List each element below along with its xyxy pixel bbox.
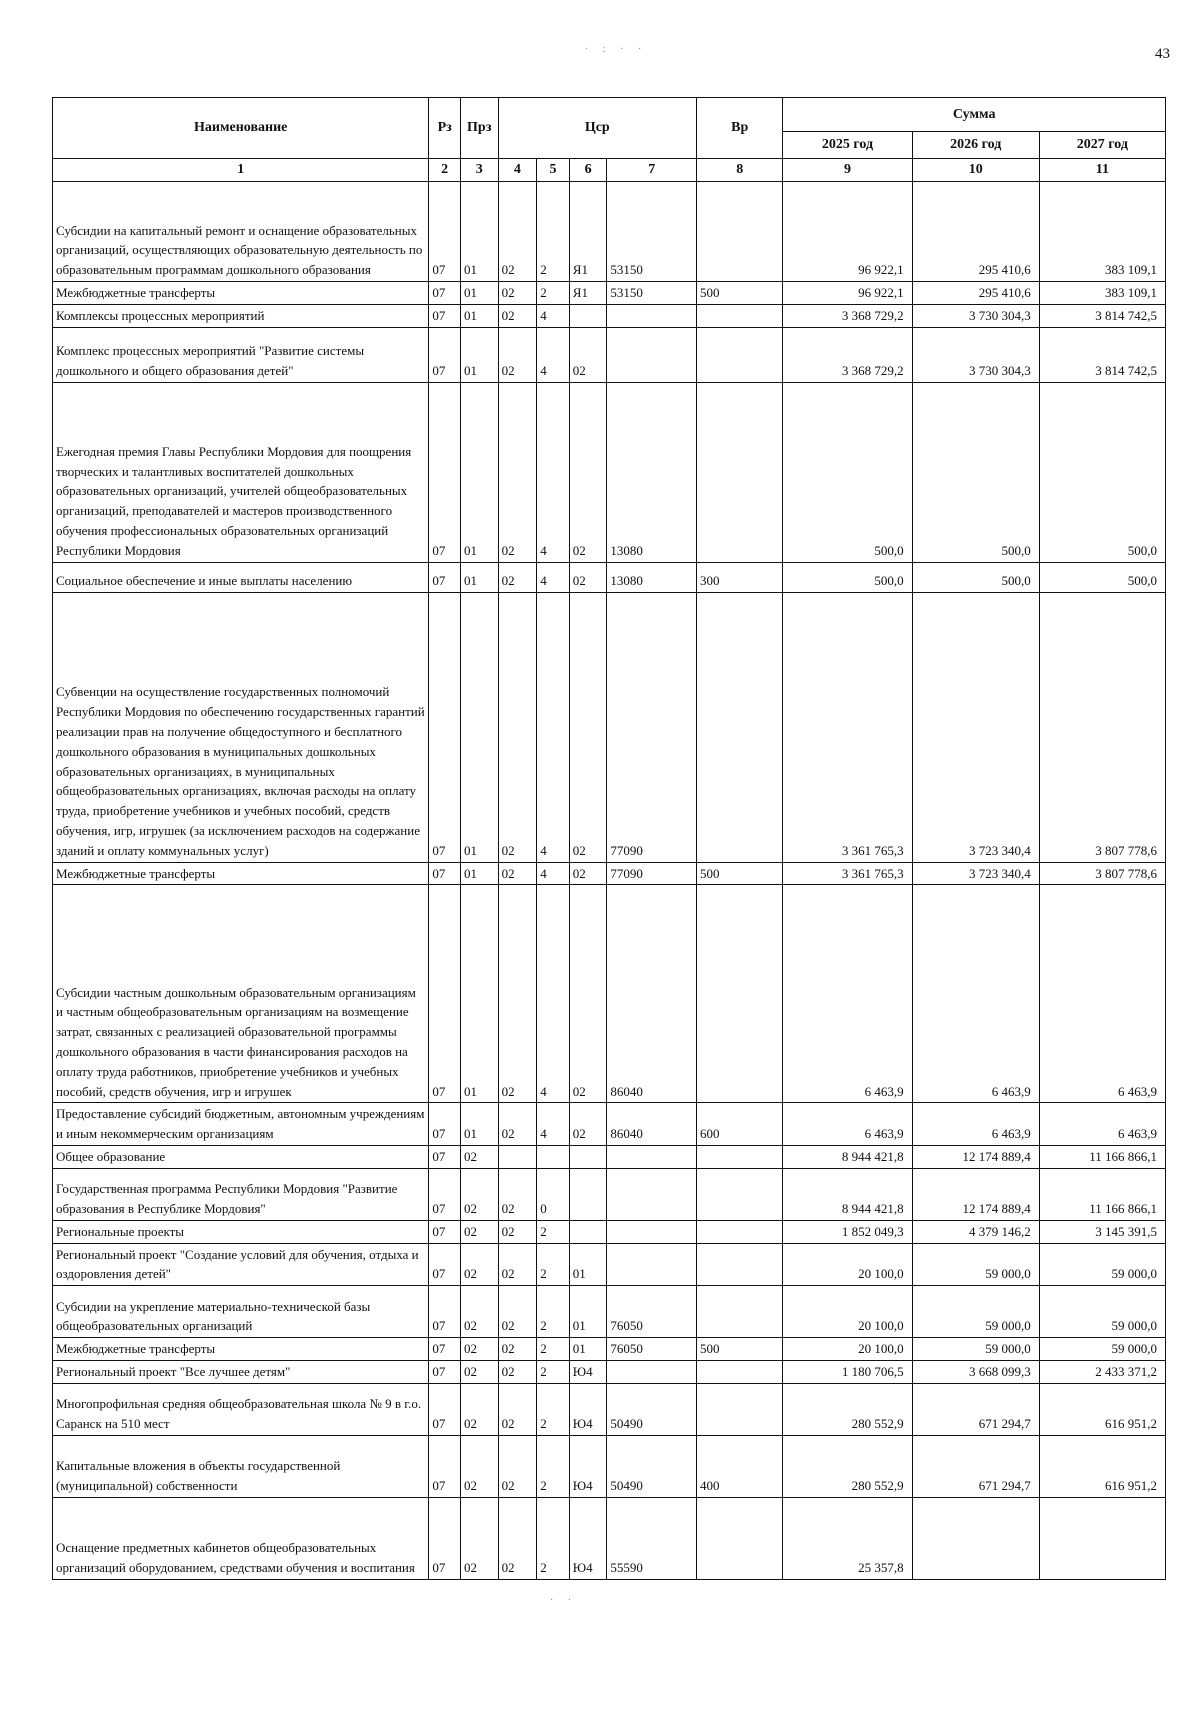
- cell-prz: 01: [460, 304, 498, 327]
- cell-c4: 02: [498, 327, 537, 382]
- cell-prz: 01: [460, 1103, 498, 1146]
- cell-s2027: [1039, 1497, 1165, 1579]
- cell-c6: Я1: [569, 182, 607, 282]
- cell-rz: 07: [429, 304, 461, 327]
- cell-vr: [696, 1243, 782, 1286]
- table-row: [53, 1435, 1166, 1497]
- cell-name: Социальное обеспечение и иные выплаты населению: [53, 562, 429, 592]
- cell-s2025: 3 368 729,2: [783, 304, 912, 327]
- col-number: 7: [607, 159, 697, 182]
- cell-vr: [696, 1383, 782, 1435]
- cell-c5: 4: [537, 862, 570, 885]
- table-row: [53, 1383, 1166, 1435]
- cell-c4: 02: [498, 1383, 537, 1435]
- cell-name: Многопрофильная средняя общеобразовательная школа № 9 в г.о. Саранск на 510 мест: [53, 1383, 429, 1435]
- cell-name: Субсидии частным дошкольным образовательным организациям и частным общеобразовательным организациям на возмещение затрат, связанных с реализацией образовательной программы дошкольного образования в части финансирования расходов на оплату труда работников, приобретение учебников и учебных пособий, средств обучения, игр и игрушек: [53, 885, 429, 1103]
- cell-rz: 07: [429, 1220, 461, 1243]
- table-row: [53, 1338, 1166, 1361]
- cell-s2025: 8 944 421,8: [783, 1168, 912, 1220]
- table-row: [53, 1497, 1166, 1579]
- cell-s2027: 616 951,2: [1039, 1435, 1165, 1497]
- cell-s2025: 280 552,9: [783, 1383, 912, 1435]
- cell-c7: 50490: [607, 1383, 697, 1435]
- cell-name: Комплекс процессных мероприятий "Развитие системы дошкольного и общего образования детей": [53, 327, 429, 382]
- cell-s2025: 20 100,0: [783, 1286, 912, 1338]
- cell-s2025: 6 463,9: [783, 1103, 912, 1146]
- cell-c7: [607, 1243, 697, 1286]
- cell-c4: 02: [498, 1360, 537, 1383]
- cell-c6: Ю4: [569, 1383, 607, 1435]
- cell-s2027: 59 000,0: [1039, 1243, 1165, 1286]
- cell-c7: 76050: [607, 1338, 697, 1361]
- cell-c7: 77090: [607, 862, 697, 885]
- cell-c6: [569, 1168, 607, 1220]
- cell-s2027: 616 951,2: [1039, 1383, 1165, 1435]
- cell-c6: 01: [569, 1338, 607, 1361]
- cell-prz: 02: [460, 1243, 498, 1286]
- cell-c4: 02: [498, 1338, 537, 1361]
- table-row: [53, 282, 1166, 305]
- cell-s2025: 500,0: [783, 382, 912, 562]
- cell-c6: Ю4: [569, 1360, 607, 1383]
- cell-vr: [696, 182, 782, 282]
- cell-rz: 07: [429, 1243, 461, 1286]
- cell-c5: 4: [537, 885, 570, 1103]
- cell-rz: 07: [429, 1286, 461, 1338]
- cell-c7: [607, 327, 697, 382]
- cell-s2026: 3 723 340,4: [912, 592, 1039, 862]
- header-csr: Цср: [498, 98, 696, 159]
- cell-name: Общее образование: [53, 1145, 429, 1168]
- cell-vr: [696, 382, 782, 562]
- cell-c5: 4: [537, 382, 570, 562]
- cell-s2026: 12 174 889,4: [912, 1145, 1039, 1168]
- cell-rz: 07: [429, 862, 461, 885]
- cell-vr: [696, 1360, 782, 1383]
- cell-c4: 02: [498, 1497, 537, 1579]
- cell-c4: 02: [498, 304, 537, 327]
- table-row: [53, 304, 1166, 327]
- cell-c5: 4: [537, 304, 570, 327]
- header-rz: Рз: [429, 98, 461, 159]
- cell-s2025: 8 944 421,8: [783, 1145, 912, 1168]
- cell-c5: 4: [537, 327, 570, 382]
- cell-c5: 2: [537, 1497, 570, 1579]
- cell-vr: 500: [696, 862, 782, 885]
- cell-c6: 02: [569, 1103, 607, 1146]
- cell-s2025: 20 100,0: [783, 1243, 912, 1286]
- cell-c6: 02: [569, 862, 607, 885]
- cell-c7: [607, 1220, 697, 1243]
- cell-c7: [607, 1360, 697, 1383]
- cell-c7: 50490: [607, 1435, 697, 1497]
- cell-c4: 02: [498, 862, 537, 885]
- cell-name: Субсидии на укрепление материально-технической базы общеобразовательных организаций: [53, 1286, 429, 1338]
- cell-c5: 0: [537, 1168, 570, 1220]
- budget-table: [52, 97, 1166, 1580]
- cell-c7: 53150: [607, 182, 697, 282]
- table-row: [53, 562, 1166, 592]
- cell-prz: 02: [460, 1220, 498, 1243]
- cell-s2026: 12 174 889,4: [912, 1168, 1039, 1220]
- cell-s2027: 11 166 866,1: [1039, 1145, 1165, 1168]
- cell-s2025: 3 361 765,3: [783, 592, 912, 862]
- cell-prz: 02: [460, 1338, 498, 1361]
- cell-c5: 2: [537, 1360, 570, 1383]
- col-number: 5: [537, 159, 570, 182]
- cell-c5: 2: [537, 182, 570, 282]
- cell-vr: [696, 592, 782, 862]
- cell-c4: 02: [498, 562, 537, 592]
- cell-prz: 01: [460, 885, 498, 1103]
- cell-vr: [696, 327, 782, 382]
- cell-vr: 300: [696, 562, 782, 592]
- cell-name: Субсидии на капитальный ремонт и оснащение образовательных организаций, осуществляющих образовательную деятельность по образовательным программам дошкольного образования: [53, 182, 429, 282]
- table-row: [53, 327, 1166, 382]
- cell-s2026: 59 000,0: [912, 1286, 1039, 1338]
- cell-s2025: 3 361 765,3: [783, 862, 912, 885]
- cell-c7: 13080: [607, 382, 697, 562]
- cell-c5: 4: [537, 562, 570, 592]
- cell-vr: 500: [696, 282, 782, 305]
- cell-c4: 02: [498, 592, 537, 862]
- cell-s2025: 500,0: [783, 562, 912, 592]
- cell-c4: 02: [498, 1286, 537, 1338]
- table-row: [53, 1243, 1166, 1286]
- cell-c7: 86040: [607, 1103, 697, 1146]
- cell-rz: 07: [429, 592, 461, 862]
- table-row: [53, 862, 1166, 885]
- cell-rz: 07: [429, 327, 461, 382]
- cell-s2025: 1 180 706,5: [783, 1360, 912, 1383]
- cell-s2027: 59 000,0: [1039, 1338, 1165, 1361]
- cell-s2025: 96 922,1: [783, 282, 912, 305]
- cell-rz: 07: [429, 885, 461, 1103]
- cell-c5: 2: [537, 1383, 570, 1435]
- table-row: [53, 1168, 1166, 1220]
- cell-rz: 07: [429, 182, 461, 282]
- table-row: [53, 1360, 1166, 1383]
- cell-name: Региональный проект "Все лучшее детям": [53, 1360, 429, 1383]
- cell-s2027: 383 109,1: [1039, 182, 1165, 282]
- cell-c5: 2: [537, 1286, 570, 1338]
- col-number: 11: [1039, 159, 1165, 182]
- cell-rz: 07: [429, 1383, 461, 1435]
- cell-s2025: 96 922,1: [783, 182, 912, 282]
- cell-vr: [696, 1145, 782, 1168]
- cell-vr: [696, 1286, 782, 1338]
- table-row: [53, 1145, 1166, 1168]
- cell-rz: 07: [429, 1103, 461, 1146]
- cell-s2026: 3 668 099,3: [912, 1360, 1039, 1383]
- cell-s2025: 6 463,9: [783, 885, 912, 1103]
- cell-s2027: 3 814 742,5: [1039, 304, 1165, 327]
- cell-c4: 02: [498, 382, 537, 562]
- cell-vr: 500: [696, 1338, 782, 1361]
- header-sum: Сумма: [783, 98, 1166, 132]
- scan-artifact: · ·: [550, 1595, 578, 1606]
- cell-c4: 02: [498, 1220, 537, 1243]
- cell-prz: 02: [460, 1168, 498, 1220]
- cell-s2027: 6 463,9: [1039, 1103, 1165, 1146]
- cell-c5: 4: [537, 592, 570, 862]
- cell-c4: 02: [498, 282, 537, 305]
- header-name: Наименование: [53, 98, 429, 159]
- table-row: [53, 1220, 1166, 1243]
- cell-name: Государственная программа Республики Мордовия "Развитие образования в Республике Мордовия": [53, 1168, 429, 1220]
- cell-s2025: 20 100,0: [783, 1338, 912, 1361]
- column-number-row: [53, 159, 1166, 182]
- cell-c6: [569, 304, 607, 327]
- col-number: 6: [569, 159, 607, 182]
- cell-c7: 55590: [607, 1497, 697, 1579]
- cell-s2027: 3 807 778,6: [1039, 862, 1165, 885]
- cell-c5: [537, 1145, 570, 1168]
- cell-vr: [696, 1220, 782, 1243]
- cell-c6: 01: [569, 1286, 607, 1338]
- cell-c6: 02: [569, 327, 607, 382]
- cell-rz: 07: [429, 1145, 461, 1168]
- cell-c7: 53150: [607, 282, 697, 305]
- cell-name: Ежегодная премия Главы Республики Мордовия для поощрения творческих и талантливых воспитателей дошкольных образовательных организаций, учителей общеобразовательных организаций, преподавателей и мастеров производственного обучения профессиональных образовательных организаций Республики Мордовия: [53, 382, 429, 562]
- cell-prz: 02: [460, 1286, 498, 1338]
- page-number: 43: [1155, 46, 1170, 62]
- cell-s2027: 3 145 391,5: [1039, 1220, 1165, 1243]
- cell-s2025: 280 552,9: [783, 1435, 912, 1497]
- col-number: 10: [912, 159, 1039, 182]
- cell-c6: Ю4: [569, 1435, 607, 1497]
- cell-s2026: 500,0: [912, 382, 1039, 562]
- cell-prz: 02: [460, 1145, 498, 1168]
- cell-s2026: 6 463,9: [912, 885, 1039, 1103]
- cell-vr: [696, 304, 782, 327]
- cell-c6: 02: [569, 382, 607, 562]
- cell-c5: 2: [537, 1243, 570, 1286]
- cell-s2027: 6 463,9: [1039, 885, 1165, 1103]
- cell-s2027: 3 814 742,5: [1039, 327, 1165, 382]
- cell-s2027: 11 166 866,1: [1039, 1168, 1165, 1220]
- cell-prz: 01: [460, 182, 498, 282]
- cell-c6: 02: [569, 562, 607, 592]
- table-row: [53, 1103, 1166, 1146]
- cell-name: Субвенции на осуществление государственных полномочий Республики Мордовия по обеспечению государственных гарантий реализации прав на получение общедоступного и бесплатного дошкольного образования в муниципальных дошкольных образовательных организациях, в муниципальных общеобразовательных организациях, включая расходы на оплату труда, приобретение учебников и учебных пособий, средств обучения, игр, игрушек (за исключением расходов на содержание зданий и оплату коммунальных услуг): [53, 592, 429, 862]
- table-row: [53, 1286, 1166, 1338]
- cell-vr: 400: [696, 1435, 782, 1497]
- cell-c7: [607, 1145, 697, 1168]
- cell-s2025: 1 852 049,3: [783, 1220, 912, 1243]
- cell-s2026: 3 723 340,4: [912, 862, 1039, 885]
- cell-s2027: 383 109,1: [1039, 282, 1165, 305]
- cell-name: Межбюджетные трансферты: [53, 282, 429, 305]
- cell-c4: 02: [498, 182, 537, 282]
- cell-s2026: 3 730 304,3: [912, 327, 1039, 382]
- cell-s2026: 500,0: [912, 562, 1039, 592]
- cell-s2026: 295 410,6: [912, 182, 1039, 282]
- cell-s2027: 500,0: [1039, 382, 1165, 562]
- col-number: 4: [498, 159, 537, 182]
- header-2025: 2025 год: [783, 132, 912, 159]
- cell-s2025: 25 357,8: [783, 1497, 912, 1579]
- cell-s2026: 59 000,0: [912, 1338, 1039, 1361]
- cell-prz: 02: [460, 1360, 498, 1383]
- cell-prz: 02: [460, 1497, 498, 1579]
- cell-s2026: 3 730 304,3: [912, 304, 1039, 327]
- header-2027: 2027 год: [1039, 132, 1165, 159]
- cell-vr: [696, 1497, 782, 1579]
- cell-name: Межбюджетные трансферты: [53, 1338, 429, 1361]
- cell-c5: 2: [537, 1435, 570, 1497]
- cell-s2026: 671 294,7: [912, 1383, 1039, 1435]
- cell-name: Региональный проект "Создание условий для обучения, отдыха и оздоровления детей": [53, 1243, 429, 1286]
- cell-c6: 02: [569, 885, 607, 1103]
- cell-s2026: 295 410,6: [912, 282, 1039, 305]
- cell-rz: 07: [429, 562, 461, 592]
- cell-c7: 86040: [607, 885, 697, 1103]
- cell-rz: 07: [429, 1497, 461, 1579]
- cell-prz: 01: [460, 862, 498, 885]
- cell-name: Комплексы процессных мероприятий: [53, 304, 429, 327]
- cell-vr: [696, 885, 782, 1103]
- cell-s2026: [912, 1497, 1039, 1579]
- cell-c6: [569, 1145, 607, 1168]
- cell-rz: 07: [429, 1338, 461, 1361]
- col-number: 3: [460, 159, 498, 182]
- table-row: [53, 182, 1166, 282]
- scan-artifact: · : · ·: [585, 44, 648, 55]
- cell-s2027: 2 433 371,2: [1039, 1360, 1165, 1383]
- cell-prz: 01: [460, 562, 498, 592]
- table-row: [53, 592, 1166, 862]
- cell-c7: 13080: [607, 562, 697, 592]
- table-row: [53, 382, 1166, 562]
- cell-c4: 02: [498, 1435, 537, 1497]
- cell-prz: 02: [460, 1383, 498, 1435]
- cell-c6: [569, 1220, 607, 1243]
- cell-c5: 2: [537, 1338, 570, 1361]
- cell-c5: 4: [537, 1103, 570, 1146]
- cell-c4: 02: [498, 885, 537, 1103]
- cell-c6: 02: [569, 592, 607, 862]
- cell-name: Региональные проекты: [53, 1220, 429, 1243]
- cell-c5: 2: [537, 1220, 570, 1243]
- cell-c4: 02: [498, 1103, 537, 1146]
- cell-rz: 07: [429, 1360, 461, 1383]
- cell-s2027: 59 000,0: [1039, 1286, 1165, 1338]
- cell-s2027: 500,0: [1039, 562, 1165, 592]
- cell-prz: 01: [460, 592, 498, 862]
- cell-prz: 01: [460, 327, 498, 382]
- cell-name: Межбюджетные трансферты: [53, 862, 429, 885]
- cell-vr: [696, 1168, 782, 1220]
- cell-name: Оснащение предметных кабинетов общеобразовательных организаций оборудованием, средствами обучения и воспитания: [53, 1497, 429, 1579]
- table-row: [53, 885, 1166, 1103]
- cell-c4: 02: [498, 1168, 537, 1220]
- header-2026: 2026 год: [912, 132, 1039, 159]
- cell-rz: 07: [429, 382, 461, 562]
- cell-rz: 07: [429, 282, 461, 305]
- cell-c4: [498, 1145, 537, 1168]
- cell-rz: 07: [429, 1435, 461, 1497]
- cell-c6: Ю4: [569, 1497, 607, 1579]
- cell-vr: 600: [696, 1103, 782, 1146]
- cell-s2026: 4 379 146,2: [912, 1220, 1039, 1243]
- header-prz: Прз: [460, 98, 498, 159]
- cell-c4: 02: [498, 1243, 537, 1286]
- cell-c7: 76050: [607, 1286, 697, 1338]
- cell-c7: [607, 304, 697, 327]
- cell-c6: 01: [569, 1243, 607, 1286]
- cell-c5: 2: [537, 282, 570, 305]
- cell-name: Капитальные вложения в объекты государственной (муниципальной) собственности: [53, 1435, 429, 1497]
- cell-s2026: 59 000,0: [912, 1243, 1039, 1286]
- col-number: 8: [696, 159, 782, 182]
- cell-prz: 01: [460, 282, 498, 305]
- cell-s2025: 3 368 729,2: [783, 327, 912, 382]
- cell-prz: 01: [460, 382, 498, 562]
- cell-prz: 02: [460, 1435, 498, 1497]
- cell-c7: 77090: [607, 592, 697, 862]
- cell-c6: Я1: [569, 282, 607, 305]
- col-number: 9: [783, 159, 912, 182]
- cell-s2027: 3 807 778,6: [1039, 592, 1165, 862]
- cell-s2026: 6 463,9: [912, 1103, 1039, 1146]
- col-number: 2: [429, 159, 461, 182]
- cell-name: Предоставление субсидий бюджетным, автономным учреждениям и иным некоммерческим организациям: [53, 1103, 429, 1146]
- cell-s2026: 671 294,7: [912, 1435, 1039, 1497]
- col-number: 1: [53, 159, 429, 182]
- cell-rz: 07: [429, 1168, 461, 1220]
- header-vr: Вр: [696, 98, 782, 159]
- cell-c7: [607, 1168, 697, 1220]
